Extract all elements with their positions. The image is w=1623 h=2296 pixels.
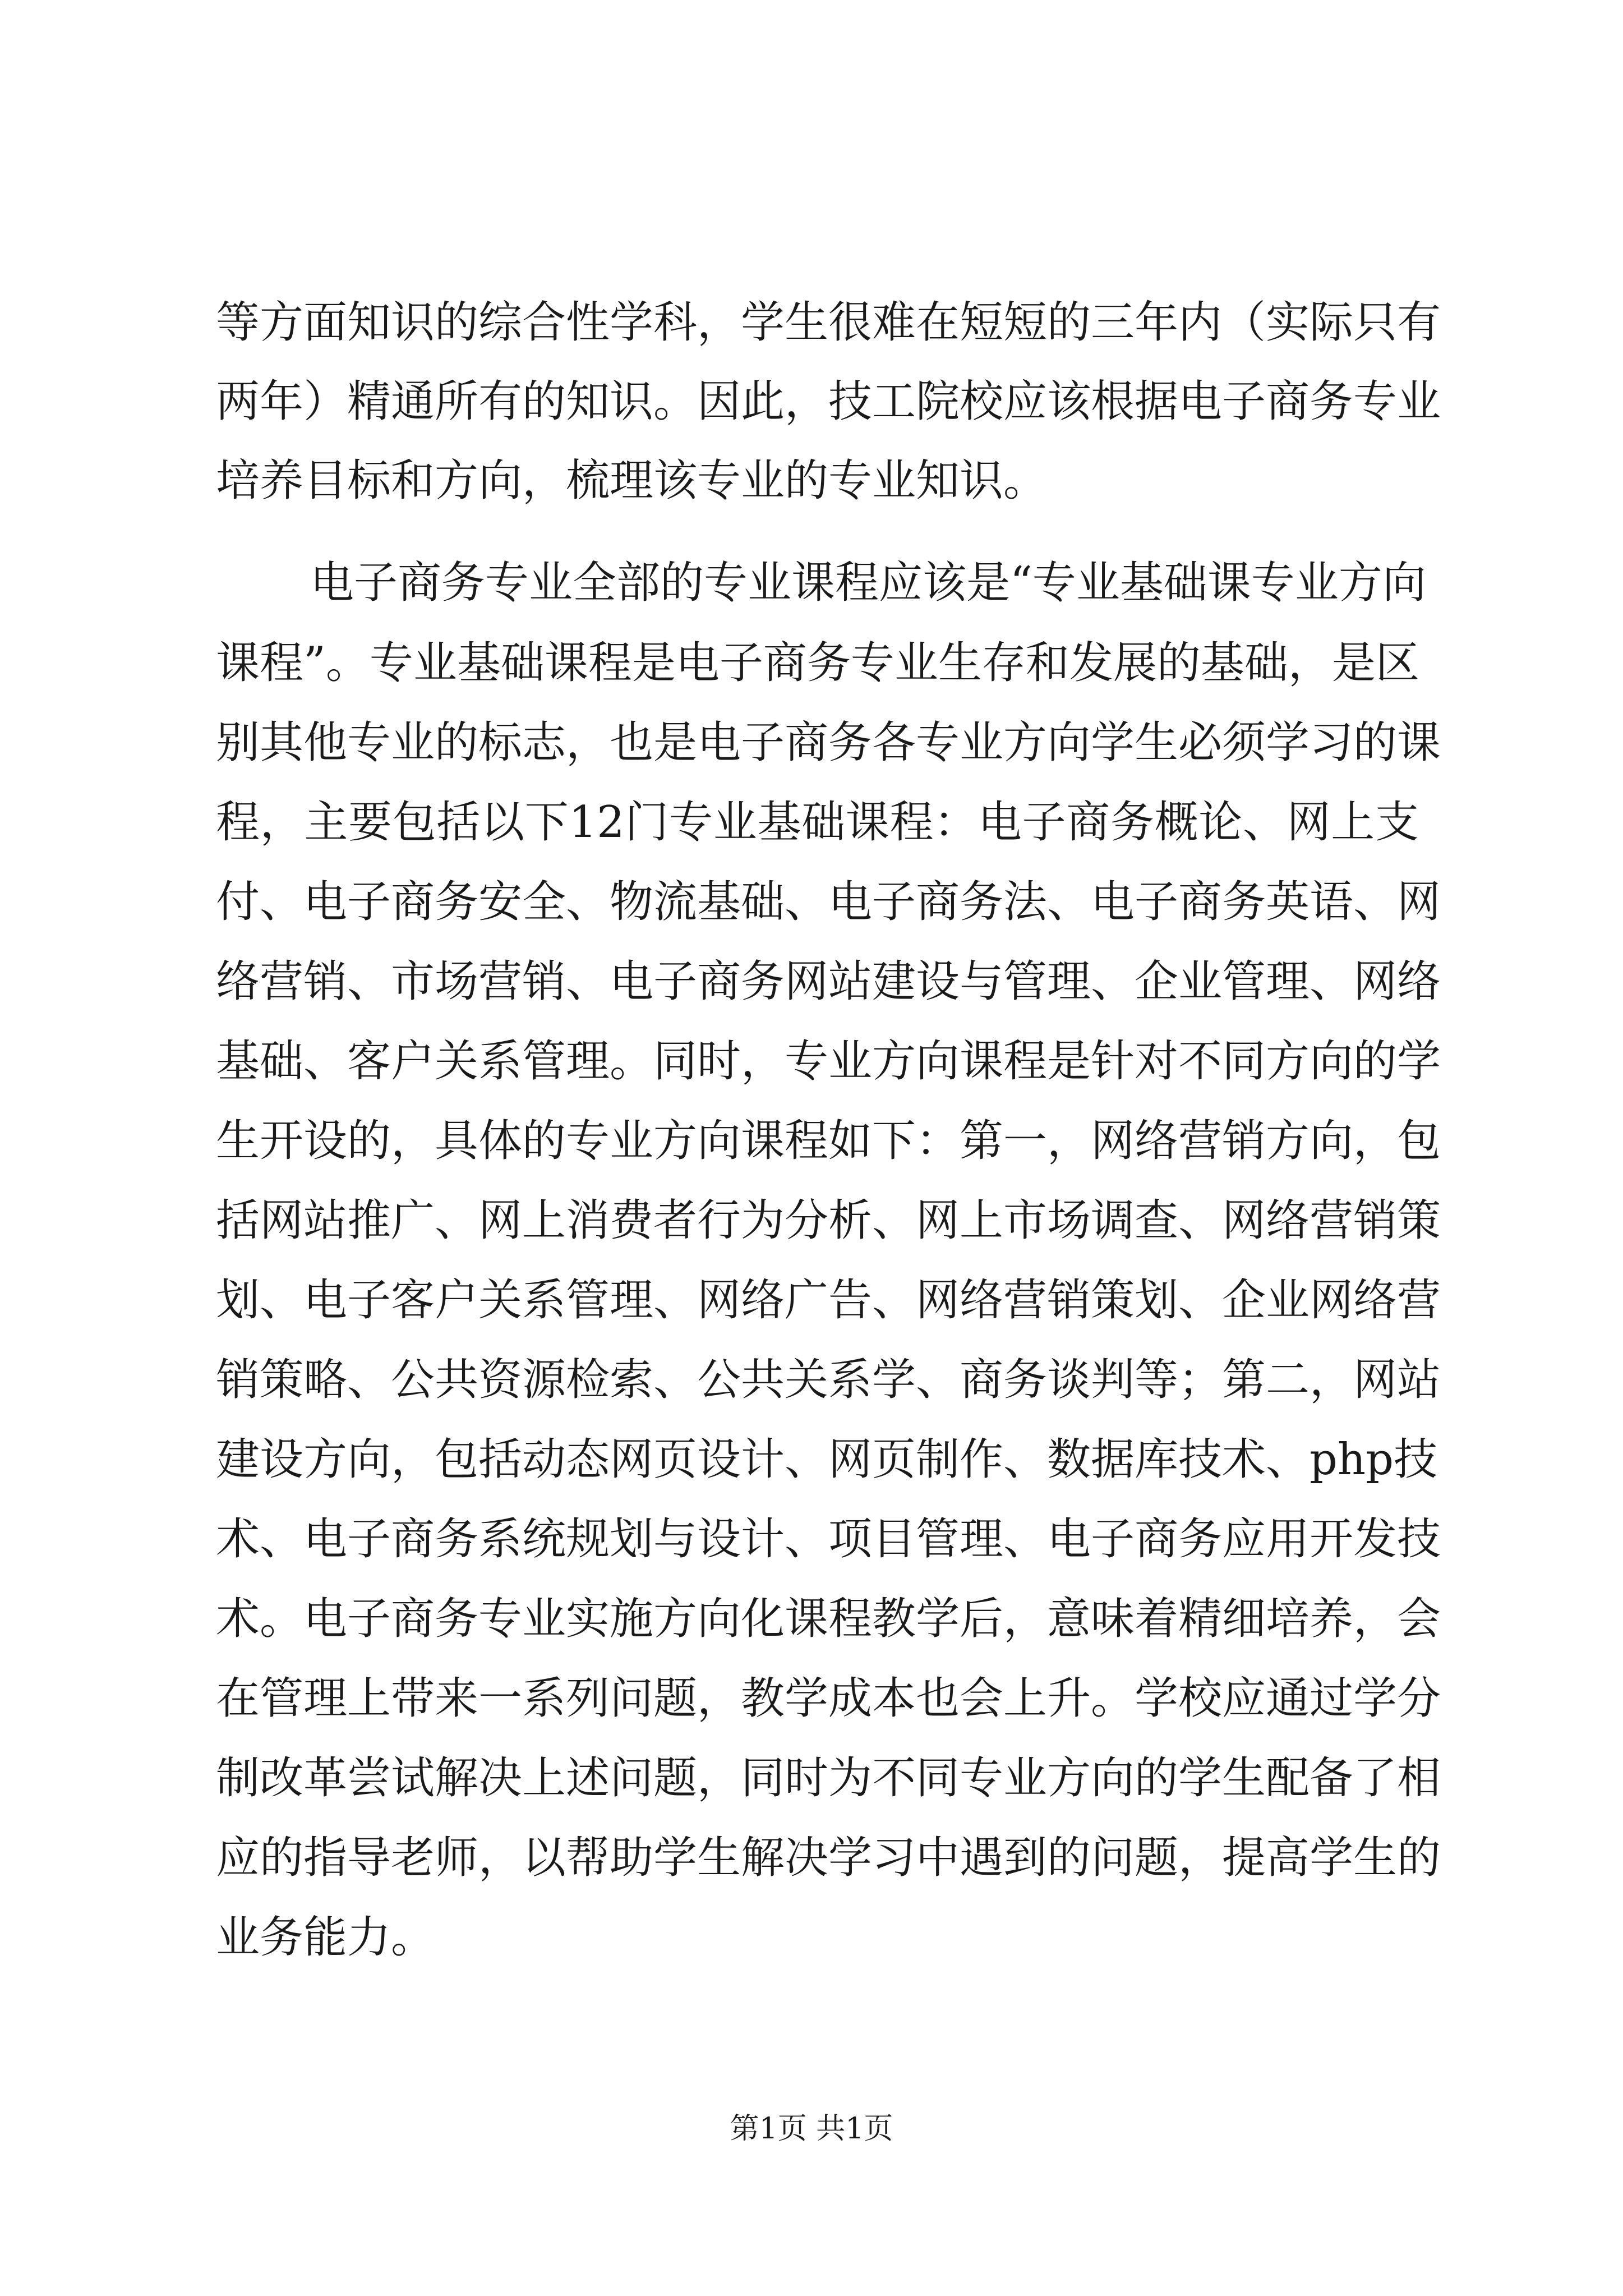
text-line-5: 课程”。专业基础课程是电子商务专业生存和发展的基础，是区 xyxy=(216,638,1419,688)
text-line-8: 付、电子商务安全、物流基础、电子商务法、电子商务英语、网 xyxy=(216,877,1441,927)
text-line-16: 术、电子商务系统规划与设计、项目管理、电子商务应用开发技 xyxy=(216,1514,1441,1565)
text-line-9: 络营销、市场营销、电子商务网站建设与管理、企业管理、网络 xyxy=(216,956,1441,1007)
text-line-12: 括网站推广、网上消费者行为分析、网上市场调查、网络营销策 xyxy=(216,1195,1441,1246)
text-line-18: 在管理上带来一系列问题，教学成本也会上升。学校应通过学分 xyxy=(216,1673,1441,1724)
text-line-1: 等方面知识的综合性学科，学生很难在短短的三年内（实际只有 xyxy=(216,297,1441,348)
text-line-20: 应的指导老师，以帮助学生解决学习中遇到的问题，提高学生的 xyxy=(216,1833,1441,1883)
text-line-10: 基础、客户关系管理。同时，专业方向课程是针对不同方向的学 xyxy=(216,1036,1441,1087)
text-line-15: 建设方向，包括动态网页设计、网页制作、数据库技术、php技 xyxy=(216,1434,1438,1485)
text-line-21: 业务能力。 xyxy=(216,1912,435,1963)
page-footer: 第1页 共1页 xyxy=(730,2112,893,2146)
text-line-2: 两年）精通所有的知识。因此，技工院校应该根据电子商务专业 xyxy=(216,376,1441,427)
text-line-13: 划、电子客户关系管理、网络广告、网络营销策划、企业网络营 xyxy=(216,1275,1441,1326)
text-line-11: 生开设的，具体的专业方向课程如下：第一，网络营销方向，包 xyxy=(216,1116,1441,1166)
text-line-19: 制改革尝试解决上述问题，同时为不同专业方向的学生配备了相 xyxy=(216,1753,1441,1803)
paragraph-2-line-1: 电子商务专业全部的专业课程应该是“专业基础课专业方向 xyxy=(310,558,1426,608)
text-line-17: 术。电子商务专业实施方向化课程教学后，意味着精细培养，会 xyxy=(216,1594,1441,1644)
text-line-6: 别其他专业的标志，也是电子商务各专业方向学生必须学习的课 xyxy=(216,717,1441,768)
text-line-14: 销策略、公共资源检索、公共关系学、商务谈判等；第二，网站 xyxy=(216,1355,1441,1405)
text-line-3: 培养目标和方向，梳理该专业的专业知识。 xyxy=(216,455,1048,506)
text-line-7: 程，主要包括以下12门专业基础课程：电子商务概论、网上支 xyxy=(216,797,1419,848)
